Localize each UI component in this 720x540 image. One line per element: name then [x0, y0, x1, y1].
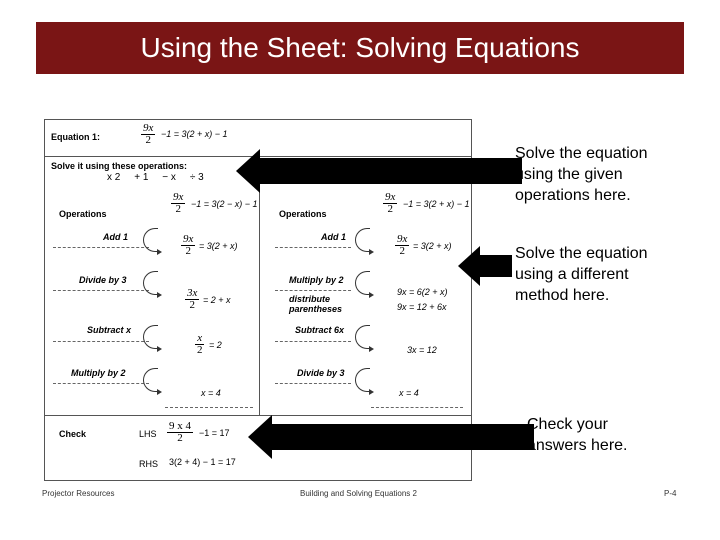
operations-list: x 2 + 1 − x ÷ 3 [107, 172, 204, 183]
left-op-1: Add 1 [103, 232, 129, 242]
lhs-rest: −1 = 17 [199, 428, 230, 438]
dash [275, 341, 351, 342]
footer-left: Projector Resources [42, 489, 115, 498]
title-bar [36, 22, 684, 74]
right-step-4-line: 3x = 12 [407, 345, 437, 355]
dash [53, 247, 149, 248]
step-arrow-icon [143, 368, 158, 392]
left-start-fraction: $\frac{9x}{2}$ [173, 191, 184, 215]
right-step-5-line: x = 4 [399, 388, 419, 398]
step-arrow-icon [143, 228, 158, 252]
left-step-3-fraction: $\frac{x}{2}$ [197, 332, 203, 356]
callout-different-method: Solve the equation using a different method here. [515, 245, 648, 304]
left-start-rest: −1 = 3(2 − x) − 1 [191, 199, 258, 209]
right-op-2: Multiply by 2 [289, 275, 344, 285]
dash [53, 341, 149, 342]
pointer-arrow-icon [236, 149, 522, 193]
right-step-1-rest: = 3(2 + x) [413, 241, 452, 251]
dash [53, 383, 149, 384]
step-arrow-icon [143, 271, 158, 295]
dash [275, 247, 351, 248]
right-op-3: distribute parentheses [289, 294, 343, 314]
right-start-rest: −1 = 3(2 + x) − 1 [403, 199, 470, 209]
solve-label: Solve it using these operations: [51, 161, 188, 171]
pointer-arrow-icon [458, 246, 512, 286]
dash [275, 383, 351, 384]
dash [165, 407, 253, 408]
rhs-label: RHS [139, 459, 159, 469]
right-step-1-fraction: $\frac{9x}{2}$ [397, 233, 408, 257]
left-op-2: Divide by 3 [79, 275, 127, 285]
dash [53, 290, 149, 291]
right-start-fraction: $\frac{9x}{2}$ [385, 191, 396, 215]
dash [371, 407, 463, 408]
left-step-1-fraction: $\frac{9x}{2}$ [183, 233, 194, 257]
right-op-1: Add 1 [321, 232, 347, 242]
left-step-3-rest: = 2 [209, 340, 222, 350]
left-step-1-rest: = 3(2 + x) [199, 241, 238, 251]
step-arrow-icon [355, 325, 370, 349]
right-operations-label: Operations [279, 209, 327, 219]
left-operations-label: Operations [59, 209, 107, 219]
page-number: P-4 [664, 489, 677, 498]
left-op-3: Subtract x [87, 325, 132, 335]
step-arrow-icon [355, 368, 370, 392]
right-op-5: Divide by 3 [297, 368, 345, 378]
left-step-4-rest: x = 4 [201, 388, 221, 398]
left-step-2-rest: = 2 + x [203, 295, 231, 305]
step-arrow-icon [355, 228, 370, 252]
slide-title: Using the Sheet: Solving Equations [140, 32, 580, 63]
check-label: Check [59, 429, 87, 439]
left-step-2-fraction: $\frac{3x}{2}$ [187, 287, 198, 311]
lhs-label: LHS [139, 429, 157, 439]
callout-given-operations: Solve the equation using the given operations here. [515, 145, 648, 204]
equation-fraction: $\frac{9x}{2}$ [143, 122, 154, 146]
lhs-fraction: $\frac{9 x 4}{2}$ [169, 420, 191, 444]
right-step-2-line: 9x = 6(2 + x) [397, 287, 448, 297]
dash [275, 290, 351, 291]
equation-label: Equation 1: [51, 132, 100, 142]
footer-center: Building and Solving Equations 2 [300, 489, 417, 498]
pointer-arrow-icon [248, 415, 534, 459]
step-arrow-icon [355, 271, 370, 295]
divider [259, 156, 260, 415]
equation-rest: −1 = 3(2 + x) − 1 [161, 129, 228, 139]
left-op-4: Multiply by 2 [71, 368, 126, 378]
step-arrow-icon [143, 325, 158, 349]
rhs-expression: 3(2 + 4) − 1 = 17 [169, 457, 236, 467]
right-op-4: Subtract 6x [295, 325, 345, 335]
right-step-3-line: 9x = 12 + 6x [397, 302, 447, 312]
callout-check-answers: Check your answers here. [527, 416, 628, 454]
